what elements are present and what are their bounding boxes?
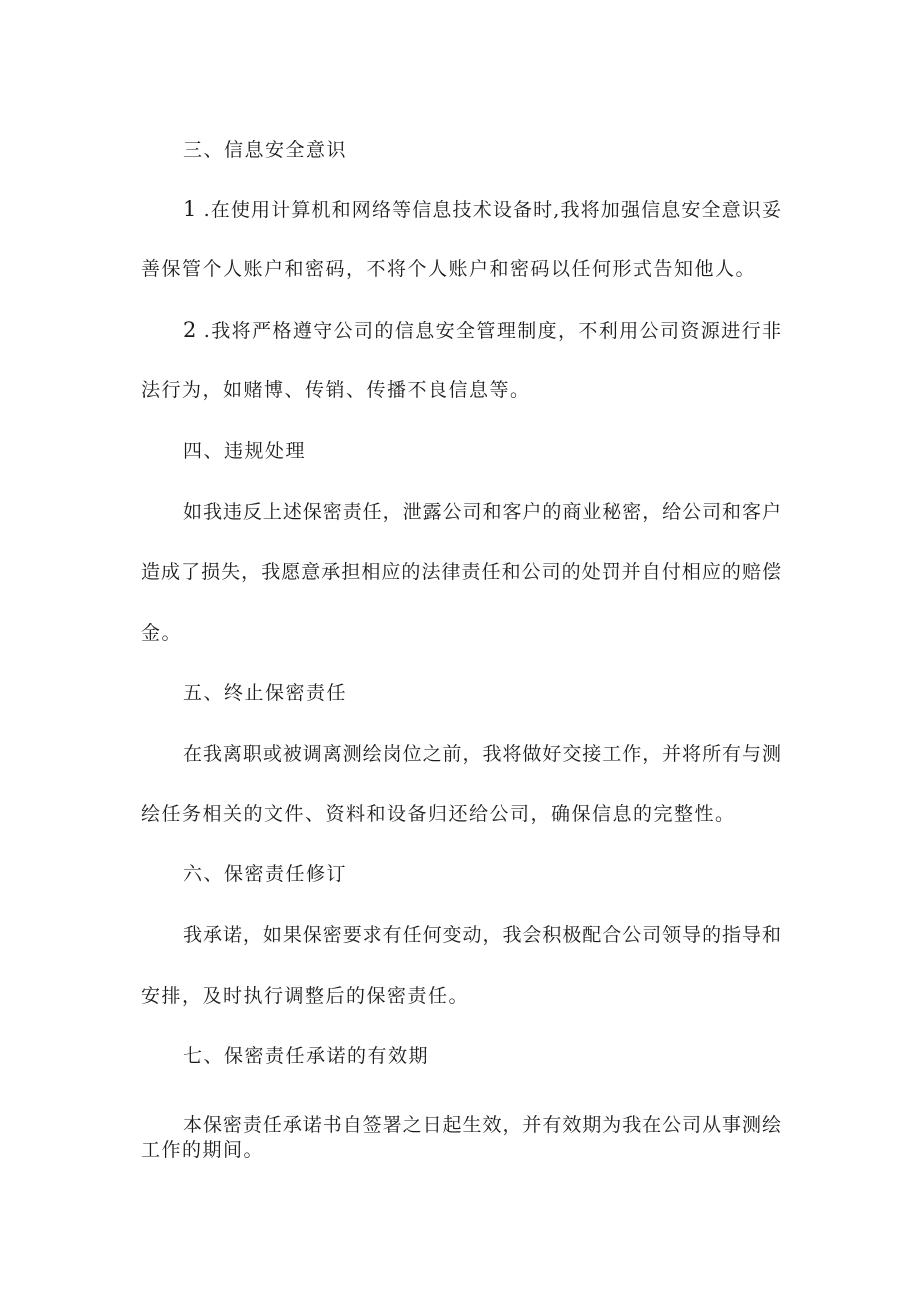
section-3-item-2-line-1 — [183, 317, 781, 344]
section-3-item-1-line-1 — [183, 196, 781, 223]
section-7-line-1: 本保密责任承诺书自签署之日起生效，并有效期为我在公司从事测绘 — [183, 1114, 781, 1136]
section-4-line-2: 造成了损失，我愿意承担相应的法律责任和公司的处罚并自付相应的赔偿 — [141, 561, 781, 583]
section-6-line-2: 安排，及时执行调整后的保密责任。 — [141, 985, 470, 1007]
item-number: 1 — [183, 197, 197, 221]
item-text: .我将严格遵守公司的信息安全管理制度，不利用公司资源进行非 — [196, 320, 781, 342]
section-5-line-1: 在我离职或被调离测绘岗位之前，我将做好交接工作，并将所有与测 — [183, 743, 781, 765]
section-3-heading: 三、信息安全意识 — [183, 139, 348, 161]
section-6-heading: 六、保密责任修订 — [183, 863, 348, 885]
section-4-line-3: 金。 — [141, 622, 183, 644]
section-7-line-2: 工作的期间。 — [141, 1139, 265, 1161]
section-4-line-1: 如我违反上述保密责任，泄露公司和客户的商业秘密，给公司和客户 — [183, 501, 781, 523]
section-6-line-1: 我承诺，如果保密要求有任何变动，我会积极配合公司领导的指导和 — [183, 924, 781, 946]
section-5-line-2: 绘任务相关的文件、资料和设备归还给公司，确保信息的完整性。 — [141, 803, 736, 825]
item-text: .在使用计算机和网络等信息技术设备时,我将加强信息安全意识妥 — [196, 199, 781, 221]
section-4-heading: 四、违规处理 — [183, 440, 307, 462]
section-5-heading: 五、终止保密责任 — [183, 682, 348, 704]
section-7-heading: 七、保密责任承诺的有效期 — [183, 1045, 430, 1067]
section-3-item-2-line-2: 法行为，如赌博、传销、传播不良信息等。 — [141, 379, 531, 401]
section-3-item-1-line-2: 善保管个人账户和密码，不将个人账户和密码以任何形式告知他人。 — [141, 258, 757, 280]
item-number: 2 — [183, 318, 197, 342]
